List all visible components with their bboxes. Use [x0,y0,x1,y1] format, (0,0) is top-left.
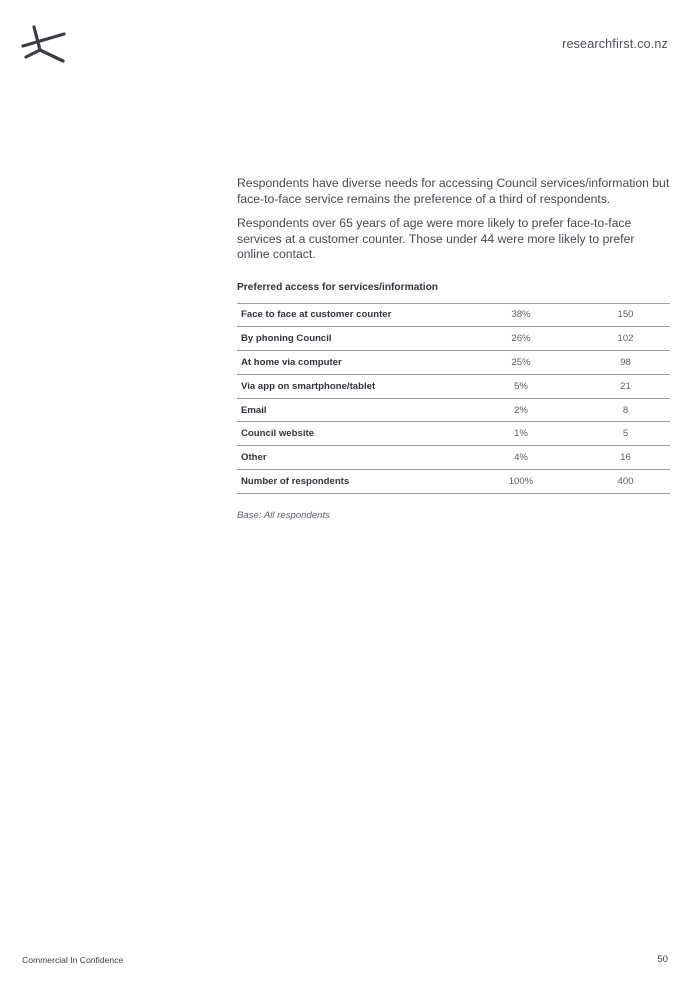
row-label: Via app on smartphone/tablet [237,374,471,398]
star-logo-icon [20,24,68,64]
row-label: Council website [237,422,471,446]
table-row [237,446,670,470]
row-label: By phoning Council [237,327,471,351]
site-url: researchfirst.co.nz [562,37,668,51]
row-label: Email [237,398,471,422]
table-total-row [237,470,670,494]
row-count: 16 [571,446,670,470]
row-label: Other [237,446,471,470]
table-title: Preferred access for services/information [237,281,439,293]
row-count: 8 [571,398,670,422]
table-row [237,398,670,422]
row-percent: 38% [471,303,571,327]
row-percent: 100% [471,470,571,494]
base-note: Base: All respondents [237,509,330,521]
row-percent: 4% [471,446,571,470]
row-percent: 2% [471,398,571,422]
row-percent: 5% [471,374,571,398]
table-row [237,351,670,375]
table-row [237,374,670,398]
access-table [237,303,670,494]
row-percent: 25% [471,351,571,375]
row-label: At home via computer [237,351,471,375]
row-percent: 26% [471,327,571,351]
row-label: Number of respondents [237,470,471,494]
row-count: 102 [571,327,670,351]
table-row [237,422,670,446]
row-label: Face to face at customer counter [237,303,471,327]
row-count: 21 [571,374,670,398]
intro-paragraph: Respondents have diverse needs for accessing Council services/information but face-to-face service remains the preference of a third of respondents. [237,176,670,206]
row-count: 5 [571,422,670,446]
table-row [237,327,670,351]
table-row [237,303,670,327]
row-percent: 1% [471,422,571,446]
row-count: 400 [571,470,670,494]
confidentiality-note: Commercial In Confidence [22,955,124,965]
row-count: 150 [571,303,670,327]
row-count: 98 [571,351,670,375]
page-number: 50 [657,954,668,965]
main-content [237,176,670,521]
age-paragraph: Respondents over 65 years of age were more likely to prefer face-to-face services at a customer counter. Those under 44 were more likely to prefer online contact. [237,216,635,261]
